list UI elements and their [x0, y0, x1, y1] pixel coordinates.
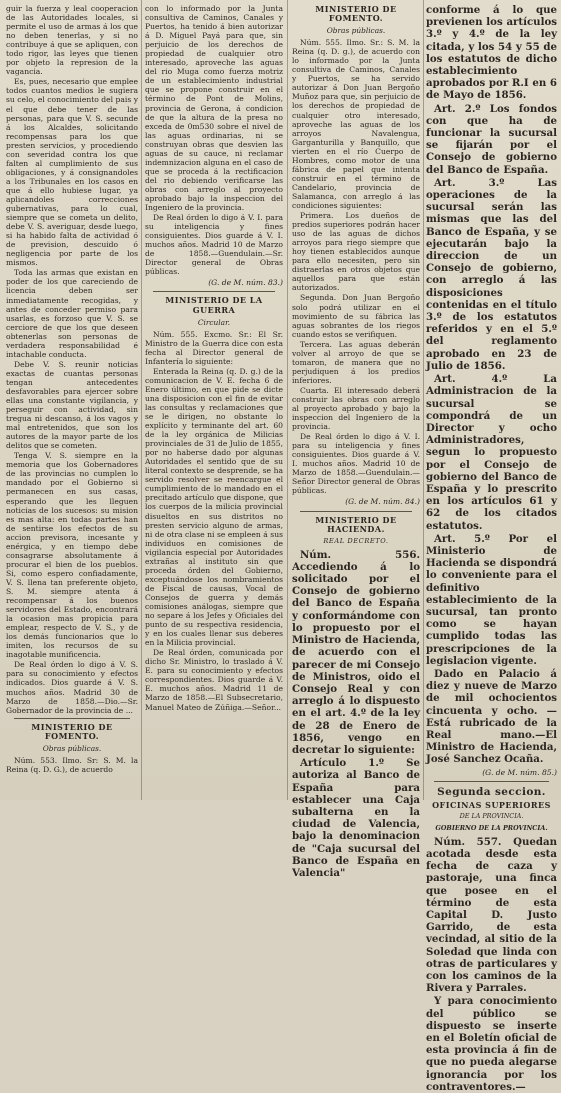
paragraph: guir la fuerza y leal cooperacion de las Autoridades locales, si permite el uso de armas á los que no deben tenerlas, y si no contribuye á que se apliquen, con todo rigor, las leyes que tienen por objeto la represion de la vagancia.	[6, 4, 138, 77]
paragraph: Tenga V. S. siempre en la memoria que los Gobernadores de las provincias no cumplen lo mandado por el Gobierno si permanecen en sus casas, esperando que les lleguen noticias de los sucesos: su mision es mas alta: en todas partes han de sentirse los efectos de su accion previsora, incesante y enérgica, y en tiempo debe consagrarse absolutamente á procurar el bien de los pueblos. Si, como espero confiadamente, V. S. llena tan preferente objeto, S. M. siempre atenta á recompensar á los buenos servidores del Estado, encontrará la ocasion mas propicia para emplear, respecto de V. S., y de los demás funcionarios que lo imiten, los recursos de su inagotable munificencia.	[6, 451, 138, 660]
section-heading: MINISTERIO DE FOMENTO.	[315, 4, 397, 24]
paragraph: Y para conocimiento del público se dispuesto se inserte en el Boletín oficial de esta provincia á fin de que no pueda alegarse ignorancia por los contraventores.—	[426, 995, 557, 1093]
paragraph: Art. 2.º Los fondos con que ha de funcionar la sucursal se fijarán por el Consejo de gobierno del Banco de España.	[426, 102, 557, 176]
gazette-reference: (G. de M. núm. 83.)	[208, 278, 283, 288]
paragraph: Núm. 557. Quedan acotada desde esta fecha de caza y pastoraje, una finca que posee en el término de esta Capital D. Justo Garrido, de esta vecindad, al sitio de la Soledad que linda con otras de particulares y con los caminos de la Rivera y Parrales.	[426, 835, 557, 995]
divider	[434, 781, 549, 782]
section-heading: MINISTERIO DE LA GUERRA	[165, 295, 263, 315]
paragraph: De Real órden, comunicada por dicho Sr. Ministro, lo traslado á V. E. para su conocimiento y efectos correspondientes. Dios guarde á V. E. muchos años. Madrid 11 de Marzo de 1858.—El Subsecretario, Manuel Mateo de Zúñiga.—Señor...	[145, 648, 283, 712]
paragraph: Cuarta. El interesado deberá construir las obras con arreglo al proyecto aprobado y bajo la inspeccion del Ingeniero de la provincia.	[292, 385, 420, 432]
decree-text	[426, 4, 557, 766]
column-rule	[141, 0, 142, 800]
paragraph: Art. 4.º La Administracion de la sucursal se compondrá de un Director y ocho Administradores, segun lo propuesto por el Consejo de gobierno del Banco de España y lo prescrito en los artículos 61 y 62 de los citados estatutos.	[426, 373, 557, 532]
section-heading: MINISTERIO DE HACIENDA.	[315, 514, 397, 534]
paragraph: Debe V. S. reunir noticias exactas de cuantas personas tengan antecedentes desfavorables para ejercer sobre ellas una constante vigilancia, y perseguir con actividad, sin tregua ni descanso, á los vagos y mal entretenidos, que son los autores de la mayor parte de los delitos que se cometen.	[6, 359, 138, 451]
paragraph: Núm. 555. Ilmo. Sr.: S. M. la Reina (q. D. g.), de acuerdo con lo informado por la Junta consultiva de Caminos, Canales y Puertos, se ha servido autorizar á Don Juan Bergoño Muñoz para que, sin perjuicio de los derechos de propiedad de cualquier otro interesado, aproveche las aguas de los arroyos Navalengua, Garganturilla y Banquillo, que vierten en el río Cuerpo de Hombres, como motor de una fábrica de papel que intenta construir en el término de Candelario, provincia de Salamanca, con arreglo á las condiciones siguientes:	[292, 38, 420, 210]
paragraph: Enterada la Reina (q. D. g.) de la comunicacion de V. E. fecha 6 de Enero último, en que pide se dicte una disposicion con el fin de evitar las consultas y reclamaciones que se le dirigen, no obstante lo explícito y terminante del art. 60 de la ley orgánica de Milicias provinciales de 31 de Julio de 1855, por no haberse dado por algunas Autoridades el sentido que de su literal contexto se desprende, se ha servido resolver se reencargue el cumplimiento de lo mandado en el precitado artículo que dispone, que los cuerpos de la milicia provincial disueltos en sus distritos no presten servicio alguno de armas, ni de otra clase ni se empleen á sus individuos en comisiones de vigilancia especial por Autoridades extrañas al instituto sin que proceda órden del Gobierno, exceptuándose los nombramientos de Fiscal de causas, Vocal de Consejos de guerra y demás comisiones análogas, siempre que no separe á los Jefes y Oficiales del punto de su respectiva residencia, y en los cuales llenar sus deberes en la Milicia provincial.	[145, 366, 284, 648]
column-rule	[423, 0, 424, 800]
section-title: Segunda seccion.	[437, 785, 546, 798]
subheading: Obras públicas.	[326, 26, 386, 36]
paragraph: Primera. Los dueños de predios superiores podrán hacer uso de las aguas de dichos arroyos para riego siempre que hoy tienen establecidos aunque para ello necesiten, pero sin distraerlas en otros objetos que aquellos para que están autorizados.	[292, 211, 420, 293]
decree-text	[292, 549, 420, 879]
paragraph: Núm. 556. Accediendo á lo solicitado por el Consejo de gobierno del Banco de España y conformándome con lo propuesto por el Ministro de Hacienda, de acuerdo con el parecer de mi Consejo de Ministros, oido el Consejo Real y con arreglo á lo dispuesto en el art. 4.º de la ley de 28 de Enero de 1856, vengo en decretar lo siguiente:	[292, 548, 420, 756]
divider	[153, 291, 275, 292]
paragraph: conforme á lo que previenen los artículos 3.º y 4.º de la ley citada, y los 54 y 55 de los estatutos de dicho establecimiento aprobados por R.I en 6 de Mayo de 1856.	[426, 4, 557, 102]
divider	[14, 718, 130, 719]
divider	[300, 511, 412, 512]
paragraph: De Real órden lo digo á V. I. para su inteligencia y fines consiguientes. Dios guarde á V. I. muchos años. Madrid 10 de Marzo de 1858.—Guendulain.—Señor Director general de Obras públicas.	[292, 432, 420, 496]
paragraph: De Real órden lo digo á V. S. para su conocimiento y efectos indicados. Dios guarde á V. S. muchos años. Madrid 30 de Marzo de 1858.—Dio.—Sr. Gobernador de la provincia de ...	[6, 660, 138, 715]
paragraph: Núm. 553. Ilmo. Sr: S. M. la Reina (q. D. G.), de acuerdo	[6, 755, 138, 774]
paragraph: Núm. 555. Excmo. Sr.: El Sr. Ministro de la Guerra dice con esta fecha al Director general de Infantería lo siguiente:	[145, 329, 283, 366]
paragraph: Es, pues, necesario que emplee todos cuantos medios le sugiera su celo, el conocimiento del pais y el que debe tener de las personas, para que V. S. secunde á los Alcaldes, solicitando recompensas para los que presten servicios, y procediendo con severidad contra los que falten al cumplimiento de sus obligaciones, y á consignandoles a los Tribunales en los casos en que á ello hubiese lugar, ya aplicandoles correcciones gubernativas, para lo cual, siempre que se cometa un delito, debe V. S. averiguar, desde luego, si ha habido falta de actividad ó de prevision, descuido ó negligencia por parte de los mismos.	[6, 77, 138, 268]
column-4	[426, 4, 557, 1093]
paragraph: Art. 3.º Las operaciones de la sucursal serán las mismas que las del Banco de España, y se ejecutarán bajo la direccion de un Consejo de gobierno, con arreglo á las disposiciones contenidas en el título 3.º de los estatutos referidos y en el 5.º del reglamento aprobado en 23 de Julio de 1856.	[426, 176, 557, 372]
paragraph: Dado en Palacio á diez y nueve de Marzo de mil ochocientos cincuenta y ocho. —Está rubricado de la Real mano.—El Ministro de Hacienda, José Sanchez Ocaña.	[426, 667, 557, 766]
paragraph: con lo informado por la Junta consultiva de Caminos, Canales y Puertos, ha tenido á bien autorizar á D. Miguel Payá para que, sin perjuicio de los derechos de propiedad de cualquier otro interesado, aproveche las aguas del rio Muga como fuerza motriz de un establecimiento industrial que se propone construir en el término de Pont de Molins, provincia de Gerona, á condicion de que la altura de la presa no exceda de 0m530 sobre el nivel de las aguas ordinarias, ni se construyan obras que desvien las aguas de su cauce, ni reclamar indemnizacion alguna en el caso de que se proceda á la rectificacion del rio debiendo verificarse las obras con arreglo al proyecto aprobado bajo la inspeccion del Ingeniero de la provincia.	[145, 4, 283, 213]
subheading: DE LA PROVINCIA.	[459, 811, 524, 820]
subheading: REAL DECRETO.	[323, 536, 389, 545]
column-1	[6, 4, 138, 796]
column-3	[292, 4, 420, 879]
paragraph: Artículo 1.º Se autoriza al Banco de España para establecer una Caja subalterna en la ciudad de Valencia, bajo la denominacion de "Caja sucursal del Banco de España en Valencia"	[292, 757, 420, 879]
paragraph: Toda las armas que existan en poder de los que careciendo de licencia deben ser inmediatamente recogidas, y antes de conceder permiso para usarlas, es forzoso que V. S. se cerciore de que los que deseen obtenerlas son personas de verdadera responsabilidad é intachable conducta.	[6, 268, 138, 359]
subheading: Obras públicas.	[42, 743, 102, 753]
column-2	[145, 4, 283, 796]
subheading: GOBIERNO DE LA PROVINCIA.	[435, 823, 548, 832]
section-heading: OFICINAS SUPERIORES	[432, 799, 551, 810]
paragraph: Tercera. Las aguas deberán volver al arroyo de que se tomaron, de manera que no perjudiquen á los predios inferiores.	[292, 339, 420, 385]
notice-text	[426, 836, 557, 1093]
gazette-reference: (G. de M. núm. 84.)	[345, 497, 420, 507]
column-rule	[287, 0, 288, 800]
paragraph: Segunda. Don Juan Bergoño solo podrá utilizar en el movimiento de su fábrica las aguas sobrantes de los riegos cuando estos se verifiquen.	[292, 293, 420, 339]
section-heading: MINISTERIO DE FOMENTO.	[31, 721, 113, 741]
gazette-reference: (G. de M. núm. 85.)	[482, 767, 557, 777]
paragraph: De Real órden lo digo á V. I. para su inteligencia y fines consiguientes. Dios guarde á V. I. muchos años. Madrid 10 de Marzo de 1858.—Guendulain.—Sr. Director general de Obras públicas.	[145, 213, 283, 277]
subheading: Circular.	[197, 317, 231, 327]
paragraph: Art. 5.º Por el Ministerio de Hacienda se dispondrá lo conveniente para el definitivo establecimiento de la sucursal, tan pronto como se hayan cumplido todas las prescripciones de la legislacion vigente.	[426, 532, 557, 667]
